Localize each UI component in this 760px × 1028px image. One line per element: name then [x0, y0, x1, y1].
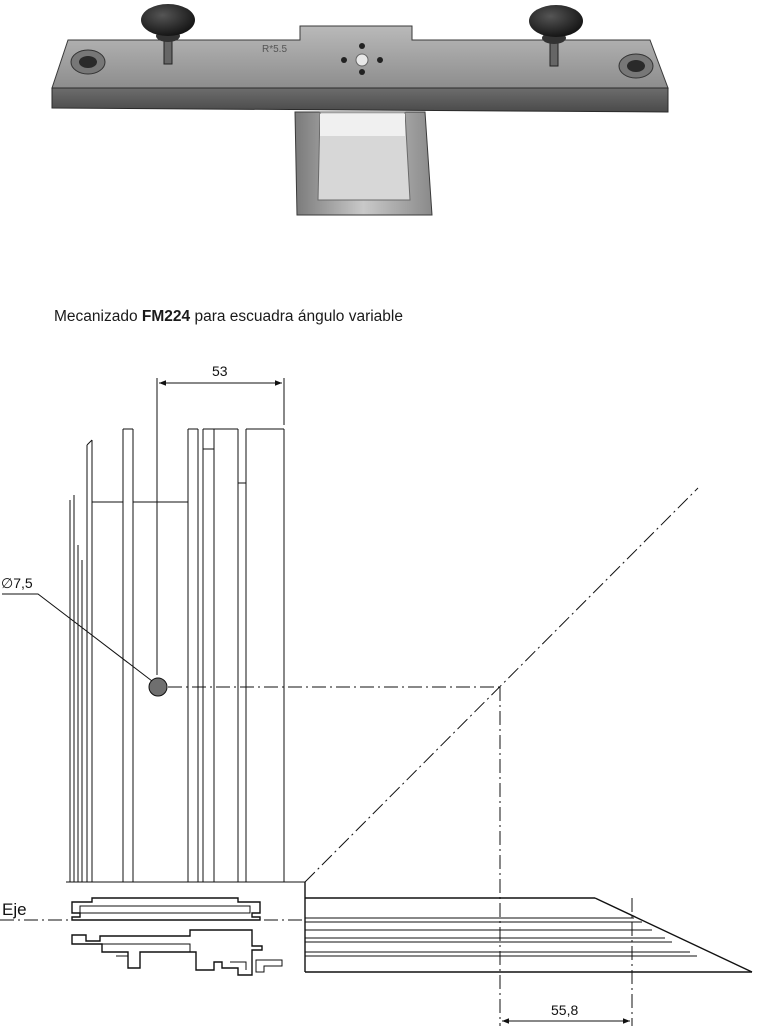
profile-elevation [66, 429, 305, 882]
dimension-55-8-label: 55,8 [551, 1002, 579, 1018]
axis-label: Eje [2, 900, 27, 919]
hole-diameter-label: ∅7,5 [1, 575, 33, 591]
engraving-text: R*5.5 [262, 44, 288, 55]
dimension-53-label: 53 [212, 363, 228, 379]
hole-marker [1, 575, 167, 696]
caption-suffix: para escuadra ángulo variable [194, 308, 403, 325]
dimension-55-8 [502, 1002, 630, 1021]
caption-prefix: Mecanizado [54, 308, 138, 325]
construction-lines [0, 488, 698, 1026]
dimension-53 [157, 363, 284, 675]
profile-section [72, 898, 282, 975]
caption-code: FM224 [141, 308, 191, 325]
profile-plan [298, 882, 752, 972]
